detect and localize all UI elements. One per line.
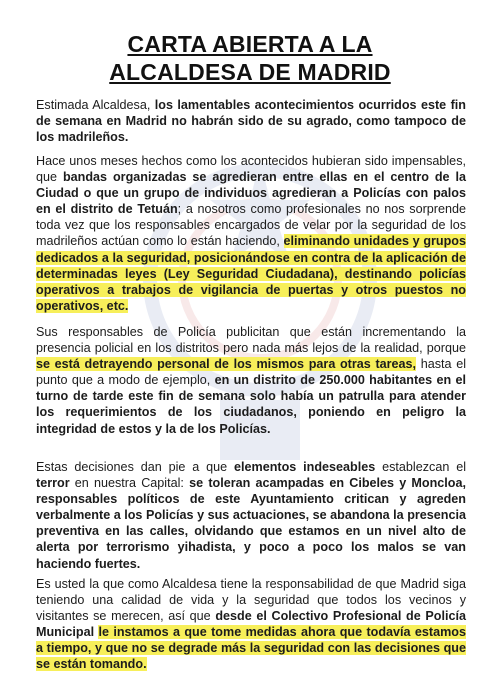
paragraph-4 xyxy=(36,459,466,572)
text-run: en nuestra Capital: xyxy=(69,476,190,491)
text-run-highlighted: le instamos a que tome medidas ahora que todavía estamos a tiempo, y que no se degrade más la seguridad con las decisiones que se están tomando. xyxy=(36,625,467,672)
text-run-bold: terror xyxy=(36,476,70,491)
text-run: Estas decisiones dan pie a que xyxy=(36,460,234,474)
text-run: Es usted la que como Alcaldesa tiene la responsabilidad de que Madrid siga teniendo una calidad de vida y la seguridad que todos los vecinos y visitantes se merecen, así que xyxy=(36,577,466,624)
text-run: ; a nosotros como profesionales no nos sorprende toda vez que los responsables encargados de velar por la seguridad de los madrileños actúan como lo están haciendo, xyxy=(36,202,467,249)
text-run-bold: se toleran acampadas en Cibeles y Moncloa, responsables políticos de este Ayuntamiento critican y agreden verbalmente a los Policías y sus actuaciones, se abandona la presencia preventiva en las calles, olvidando que estamos en un nivel alto de alerta por terrorismo yihadista, y poco a poco los malos se van haciendo fuertes. xyxy=(36,476,467,571)
text-run-bold: elementos indeseables xyxy=(234,460,376,474)
text-run: Hace unos meses hechos como los acontecidos hubieran sido impensables, que xyxy=(36,154,466,185)
text-run-highlighted: eliminando unidades y grupos dedicados a la seguridad, posicionándose en contra de la aplicación de determinadas leyes (Ley Seguridad Ciudadana), destinando policías operativos a trabajos de vigilancia de puertas y otros puestos no operativos, etc. xyxy=(36,234,466,313)
text-run: hasta el punto que a modo de ejemplo, xyxy=(36,357,466,388)
text-run-bold: bandas organizadas se agredieran entre ellas en el centro de la Ciudad o que un grupo de individuos agredieran a Policías con palos en el distrito de Tetuán xyxy=(36,170,466,217)
letter-title-line1: CARTA ABIERTA A LA xyxy=(127,31,373,57)
text-run: Estimada Alcaldesa, xyxy=(36,98,155,112)
letter-title-line2: ALCALDESA DE MADRID xyxy=(109,59,391,85)
text-run: establezcan el xyxy=(375,460,466,474)
paragraph-2 xyxy=(36,153,466,314)
paragraph-text xyxy=(36,576,466,673)
text-run-bold: los lamentables acontecimientos ocurridos este fin de semana en Madrid no habrán sido de su agrado, como tampoco de los madrileños. xyxy=(36,98,466,145)
paragraph-text xyxy=(36,324,466,437)
text-run-bold: en un distrito de 250.000 habitantes en el turno de tarde este fin de semana solo había un patrulla para atender los requerimientos de los ciudadanos, poniendo en peligro la integridad de estos y la de los Policías. xyxy=(36,373,466,436)
paragraph-5 xyxy=(36,576,466,673)
paragraph-3 xyxy=(36,324,466,437)
paragraph-text xyxy=(36,459,466,572)
paragraph-1 xyxy=(36,97,466,145)
paragraph-text xyxy=(36,97,466,145)
paragraph-text xyxy=(36,153,466,314)
text-run: Sus responsables de Policía publicitan que están incrementando la presencia policial en los distritos pero nada más lejos de la realidad, porque xyxy=(36,325,466,356)
text-run-bold: desde el Colectivo Profesional de Policía Municipal xyxy=(36,609,466,640)
text-run-highlighted: se está detrayendo personal de los mismos para otras tareas, xyxy=(36,357,417,372)
